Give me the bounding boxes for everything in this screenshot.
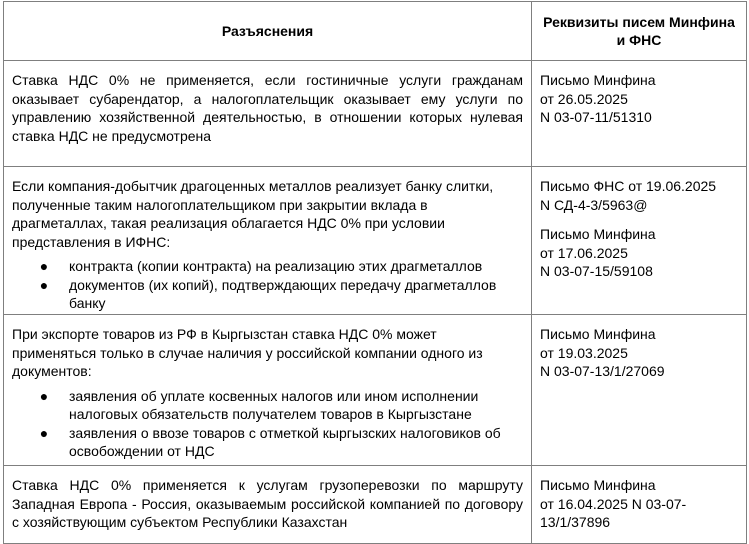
bullet-icon: ● <box>39 276 49 293</box>
list-item-text: заявления о ввозе товаров с отметкой кыргызских налоговиков об освобождении от НДС <box>69 424 501 459</box>
clarification-cell <box>4 61 532 167</box>
bullet-icon: ● <box>39 424 49 441</box>
letter-ref-line: от 17.06.2025 <box>540 244 628 261</box>
letter-ref-line: N СД-4-3/5963@ <box>540 196 648 213</box>
letter-ref-line: Письмо Минфина <box>540 226 656 242</box>
clarification-cell <box>4 315 532 466</box>
letter-ref-line: Письмо Минфина <box>540 72 656 88</box>
table-row <box>4 167 747 315</box>
list-item-text: заявления об уплате косвенных налогов или ином исполнении налоговых обязательств получателем товаров в Кыргызстане <box>69 387 479 422</box>
list-item-text: документов (их копий), подтверждающих передачу драгметаллов банку <box>69 276 497 311</box>
list-item <box>12 276 523 313</box>
letter-ref-line: от 16.04.2025 N 03-07- <box>540 495 687 512</box>
letter-ref-line: Письмо ФНС от 19.06.2025 <box>540 178 717 194</box>
list-item <box>12 257 523 276</box>
table-row <box>4 61 747 167</box>
header-letter-details <box>532 2 747 61</box>
letter-ref-line: от 26.05.2025 <box>540 90 628 107</box>
bullet-list <box>12 257 523 313</box>
letter-ref-line: N 03-07-11/51310 <box>540 109 652 125</box>
header-clarifications: Разъяснения <box>4 2 532 61</box>
letter-ref-cell <box>532 167 747 315</box>
clarification-cell <box>4 466 532 544</box>
list-item-text: контракта (копии контракта) на реализацию этих драгметаллов <box>69 258 483 274</box>
bullet-list <box>12 387 523 461</box>
bullet-icon: ● <box>39 258 49 274</box>
letter-ref-cell <box>532 61 747 167</box>
letter-ref-line: 13/1/37896 <box>540 514 611 530</box>
header-letter-details-line1: Реквизиты писем Минфина <box>543 14 735 30</box>
letter-ref-line: от 19.03.2025 <box>540 344 628 361</box>
letter-ref-line: Письмо Минфина <box>540 326 656 342</box>
clarification-text: Ставка НДС 0% не применяется, если гостиничные услуги гражданам оказывает субарендатор, а налогоплательщик оказывает ему услуги по управлению хозяйственной деятельностью, в отношении которых нулевая ставка НДС не предусмотрена <box>12 72 523 144</box>
vat-clarifications-table <box>3 1 747 544</box>
table-row <box>4 466 747 544</box>
list-item <box>12 424 523 461</box>
table-row <box>4 315 747 466</box>
list-item <box>12 387 523 424</box>
header-row <box>4 2 747 61</box>
clarification-cell <box>4 167 532 315</box>
letter-ref-cell <box>532 466 747 544</box>
letter-ref-cell <box>532 315 747 466</box>
letter-ref-line: N 03-07-13/1/27069 <box>540 363 665 379</box>
letter-ref-line: N 03-07-15/59108 <box>540 263 653 279</box>
clarification-text: Если компания-добытчик драгоценных металлов реализует банку слитки, полученные таким налогоплательщиком при закрытии вклада в драгметаллах, такая реализация облагается НДС 0% при условии представления в ИФНС: <box>12 178 494 250</box>
header-letter-details-line2: и ФНС <box>616 32 662 48</box>
clarification-text: При экспорте товаров из РФ в Кыргызстан ставка НДС 0% может применяться только в случае наличия у российской компании одного из документов: <box>12 326 483 379</box>
bullet-icon: ● <box>39 387 49 404</box>
clarification-text: Ставка НДС 0% применяется к услугам грузоперевозки по маршруту Западная Европа - Россия, оказываемым российской компанией по договору с хозяйствующим субъектом Республики Казахстан <box>12 477 523 530</box>
letter-ref-line: Письмо Минфина <box>540 477 656 493</box>
